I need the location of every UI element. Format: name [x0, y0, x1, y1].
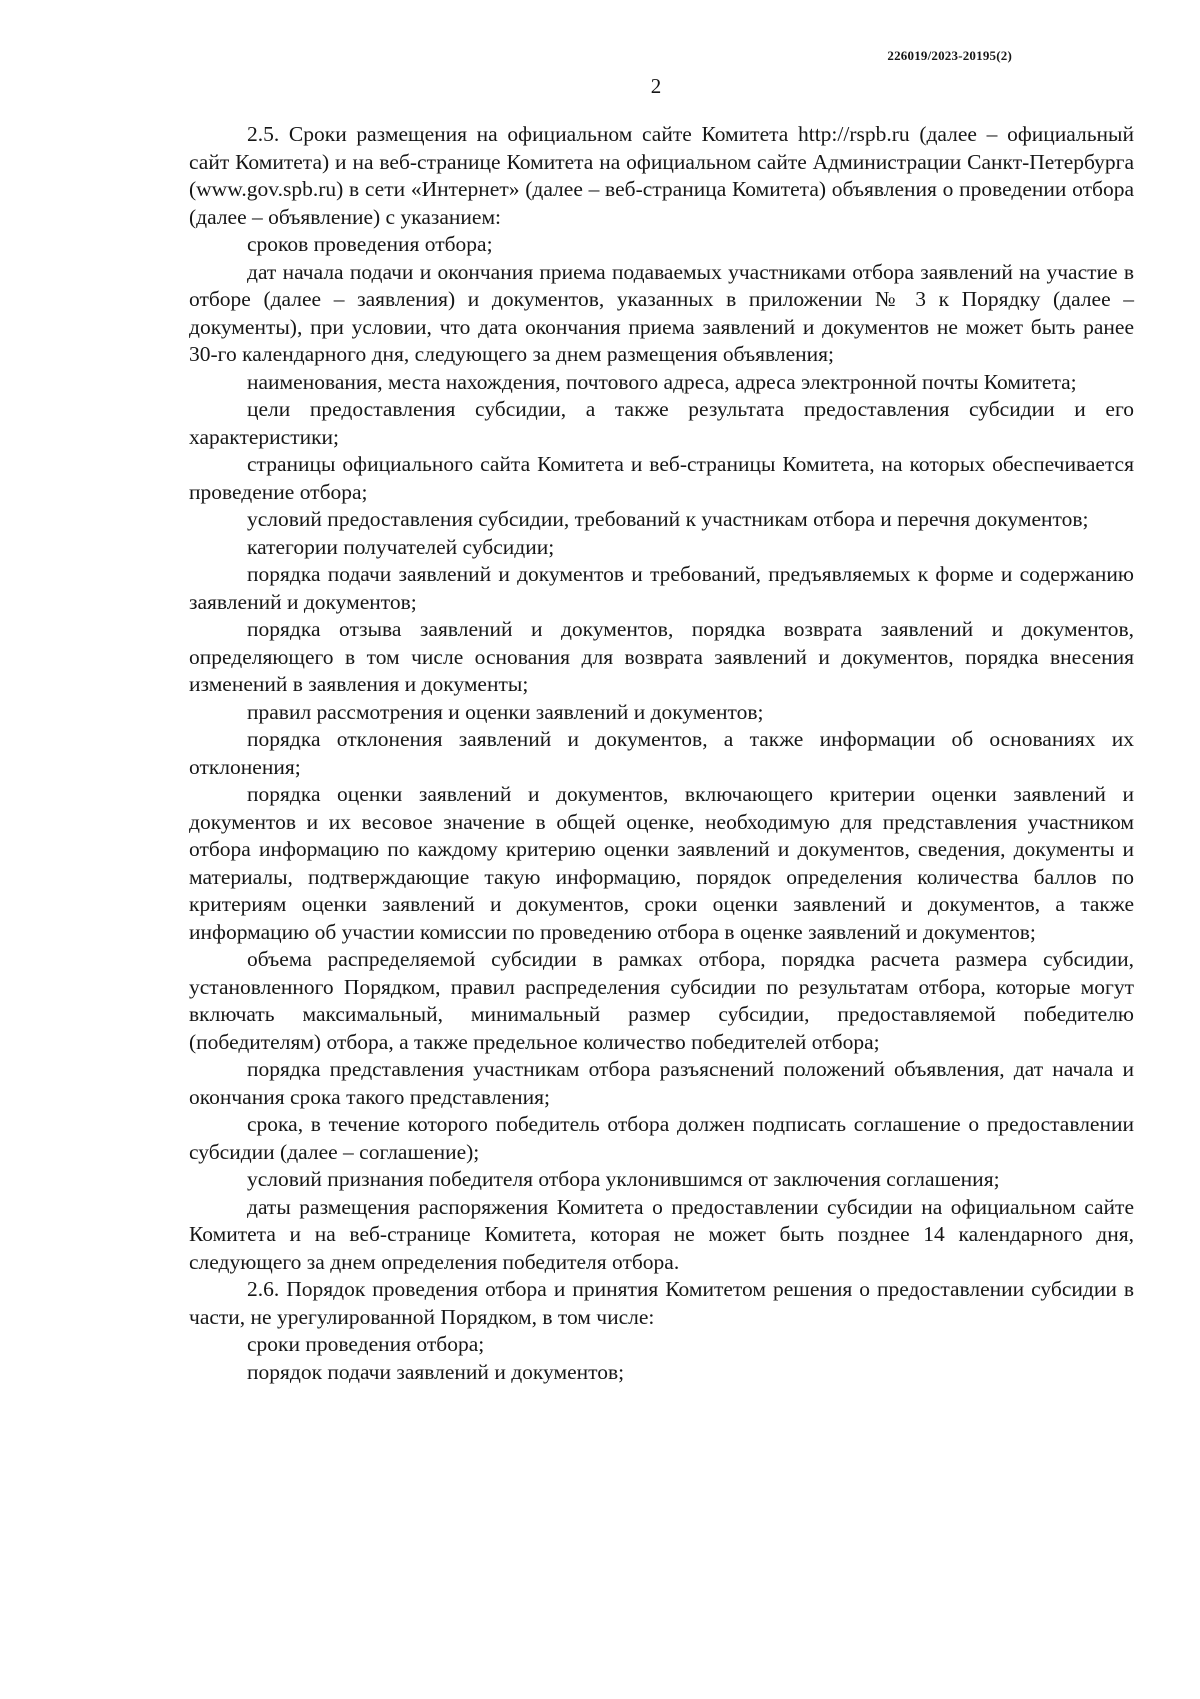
- list-item-clarifications: порядка представления участникам отбора разъяснений положений объявления, дат начала и окончания срока такого представления;: [189, 1057, 1134, 1109]
- list-item-submission-procedure: порядка подачи заявлений и документов и требований, предъявляемых к форме и содержанию заявлений и документов;: [189, 562, 1134, 614]
- page-number: 2: [650, 74, 662, 98]
- list-item-order-publication-date: даты размещения распоряжения Комитета о предоставлении субсидии на официальном сайте Комитета и на веб-странице Комитета, которая не может быть позднее 14 календарного дня, следующего за днем определения победителя отбора.: [189, 1194, 1134, 1274]
- list-item-recipient-categories: категории получателей субсидии;: [247, 534, 555, 559]
- list-item-subsidy-volume: объема распределяемой субсидии в рамках отбора, порядка расчета размера субсидии, установленного Порядком, правил распределения субсидии по результатам отбора, которые могут включать максимальный, минимальный размер субсидии, предоставляемой победителю (победителям) отбора, а также предельное количество победителей отбора;: [189, 947, 1134, 1054]
- paragraph-2-6-intro: 2.6. Порядок проведения отбора и принятия Комитетом решения о предоставлении субсидии в части, не урегулированной Порядком, в том числе:: [189, 1277, 1134, 1329]
- document-registration-number: 226019/2023-20195(2): [887, 48, 1012, 63]
- list-item-evasion-conditions: условий признания победителя отбора уклонившимся от заключения соглашения;: [247, 1167, 1000, 1191]
- list-item-web-pages: страницы официального сайта Комитета и веб-страницы Комитета, на которых обеспечивается проведение отбора;: [189, 452, 1134, 504]
- list-item-review-rules: правил рассмотрения и оценки заявлений и документов;: [247, 699, 764, 724]
- list-item-agreement-term: срока, в течение которого победитель отбора должен подписать соглашение о предоставлении субсидии (далее – соглашение);: [189, 1112, 1134, 1164]
- list-item-withdrawal-procedure: порядка отзыва заявлений и документов, порядка возврата заявлений и документов, определяющего в том числе основания для возврата заявлений и документов, порядка внесения изменений в заявления и документы;: [189, 617, 1134, 696]
- list-item-subsidy-goals: цели предоставления субсидии, а также результата предоставления субсидии и его характеристики;: [189, 397, 1134, 449]
- list-item-selection-dates: сроков проведения отбора;: [247, 232, 493, 256]
- list-item-submission-dates: дат начала подачи и окончания приема подаваемых участниками отбора заявлений на участие в отборе (далее – заявления) и документов, указанных в приложении № 3 к Порядку (далее – документы), при условии, что дата окончания приема заявлений и документов не может быть ранее 30-го календарного дня, следующего за днем размещения объявления;: [189, 259, 1134, 366]
- document-body: [189, 121, 1134, 1386]
- paragraph-2-5-intro: 2.5. Сроки размещения на официальном сайте Комитета http://rspb.ru (далее – официальный сайт Комитета) и на веб-странице Комитета на официальном сайте Администрации Санкт-Петербурга (www.gov.spb.ru) в сети «Интернет» (далее – веб-страница Комитета) объявления о проведении отбора (далее – объявление) с указанием:: [189, 122, 1134, 229]
- list-item-submission-order: порядок подачи заявлений и документов;: [247, 1359, 625, 1384]
- list-item-rejection-procedure: порядка отклонения заявлений и документов, а также информации об основаниях их отклонения;: [189, 727, 1134, 779]
- list-item-selection-terms: сроки проведения отбора;: [247, 1332, 485, 1356]
- list-item-committee-contacts: наименования, места нахождения, почтового адреса, адреса электронной почты Комитета;: [247, 369, 1077, 394]
- list-item-evaluation-procedure: порядка оценки заявлений и документов, включающего критерии оценки заявлений и документов и их весовое значение в общей оценке, необходимую для представления участником отбора информацию по каждому критерию оценки заявлений и документов, сведения, документы и материалы, подтверждающие такую информацию, порядок определения количества баллов по критериям оценки заявлений и документов, сроки оценки заявлений и документов, а также информацию об участии комиссии по проведению отбора в оценке заявлений и документов;: [189, 782, 1134, 944]
- list-item-conditions: условий предоставления субсидии, требований к участникам отбора и перечня документов;: [247, 507, 1089, 531]
